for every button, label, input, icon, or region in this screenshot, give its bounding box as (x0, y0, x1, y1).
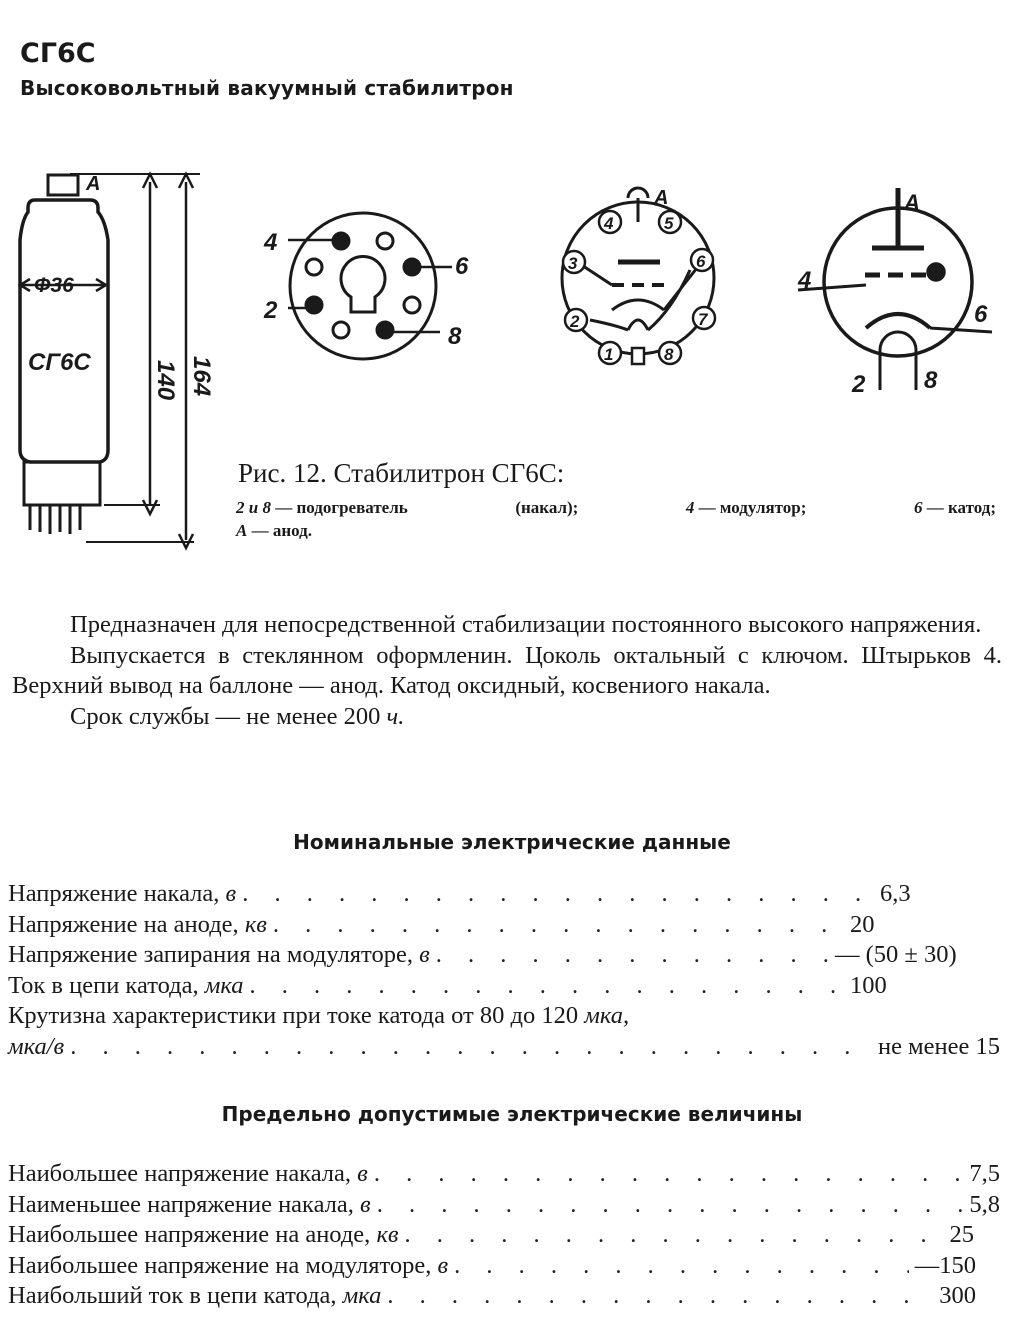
figure-caption: Рис. 12. Стабилитрон СГ6С: (238, 458, 565, 488)
tube-symbol-drawing (798, 188, 992, 390)
base-pin-2: 2 (264, 297, 278, 324)
spec-value: 25 (949, 1221, 974, 1248)
base-pin-4: 4 (264, 229, 278, 256)
legend-heater-note: (накал); (515, 498, 579, 517)
spec-value: 6,3 (880, 880, 911, 907)
spec-value: —150 (914, 1251, 976, 1279)
spec-row: Напряжение запирания на модуляторе, в . . . — (50 ± 30) (8, 941, 1000, 972)
base-pin-8: 8 (448, 323, 462, 350)
spec-row: Ток в цепи катода, мка . . . 100 (8, 972, 1000, 1003)
spec-value: 20 (850, 910, 875, 938)
spec-row: Напряжение на аноде, кв . . . 20 (8, 911, 1000, 942)
socket-pin-1: 1 (604, 345, 614, 364)
base-pin-6: 6 (455, 253, 469, 280)
nominal-section-title: Номинальные электрические данные (293, 830, 731, 854)
base-pinout-drawing (288, 213, 452, 359)
symbol-pin-8: 8 (924, 367, 938, 394)
legend-anode: А — анод. (236, 521, 312, 540)
nominal-spec-list (8, 880, 1000, 1063)
symbol-anode: А (904, 190, 920, 215)
spec-row: Наибольшее напряжение на аноде, кв . . . 25 (8, 1221, 1000, 1252)
socket-pin-3: 3 (568, 254, 578, 273)
socket-pin-8: 8 (664, 345, 674, 364)
tube-height-inner: 140 (152, 360, 179, 401)
tube-diameter-label: Ф36 (34, 274, 74, 297)
legend-modulator: 4 — модулятор; (685, 498, 807, 517)
socket-pin-4: 4 (604, 214, 614, 233)
spec-row: Наименьшее напряжение накала, в . . . 5,8 (8, 1191, 1000, 1222)
spec-value: 7,5 (969, 1160, 1000, 1187)
tube-code: СГ6С (20, 38, 96, 69)
socket-pin-2: 2 (570, 312, 580, 331)
tube-height-outer: 164 (188, 356, 215, 397)
spec-row: Наибольшее напряжение на модуляторе, в . . . —150 (8, 1252, 1000, 1283)
spec-value: 100 (850, 971, 887, 999)
legend-heater: 2 и 8 — подогреватель (236, 498, 408, 517)
tube-anode-mark: А (86, 173, 101, 195)
description-construction: Выпускается в стеклянном оформленин. Цоколь октальный с ключом. Штырьков 4. Верхний вывод на баллоне — анод. Катод оксидный, косвениого накала. (12, 641, 1002, 699)
spec-row: Наибольшее напряжение накала, в . . . 7,5 (8, 1160, 1000, 1191)
limits-section-title: Предельно допустимые электрические величины (221, 1102, 803, 1126)
symbol-pin-2: 2 (852, 371, 866, 398)
socket-pin-5: 5 (664, 214, 674, 233)
spec-row-steepness: Крутизна характеристики при токе катода от 80 до 120 мка, (8, 1002, 630, 1029)
symbol-pin-4: 4 (798, 267, 812, 294)
spec-value: 5,8 (969, 1190, 1000, 1218)
socket-pin-6: 6 (696, 252, 706, 271)
tube-subtitle: Высоковольтный вакуумный стабилитрон (20, 76, 514, 100)
legend-cathode: 6 — катод; (914, 498, 996, 517)
tube-body-label: СГ6С (28, 349, 91, 376)
spec-value: 300 (939, 1282, 976, 1309)
spec-value: — (50 ± 30) (835, 941, 957, 968)
spec-value: не менее 15 (878, 1032, 1000, 1060)
spec-row-steepness-value: мка/в . . . не менее 15 (8, 1033, 1000, 1064)
figure-legend (236, 496, 996, 542)
spec-row: Напряжение накала, в . . . 6,3 (8, 880, 1000, 911)
spec-row: Наибольший ток в цепи катода, мка . . . 300 (8, 1282, 1000, 1313)
socket-schematic-drawing (562, 188, 714, 354)
symbol-pin-6: 6 (974, 301, 988, 328)
description-lifetime: Срок службы — не менее 200 ч. (70, 702, 405, 730)
limits-spec-list (8, 1160, 1000, 1313)
description-purpose: Предназначен для непосредственной стабилизации постоянного высокого напряжения. (70, 611, 982, 638)
socket-pin-anode: А (654, 187, 669, 209)
socket-pin-7: 7 (698, 310, 708, 329)
description (12, 610, 1002, 732)
